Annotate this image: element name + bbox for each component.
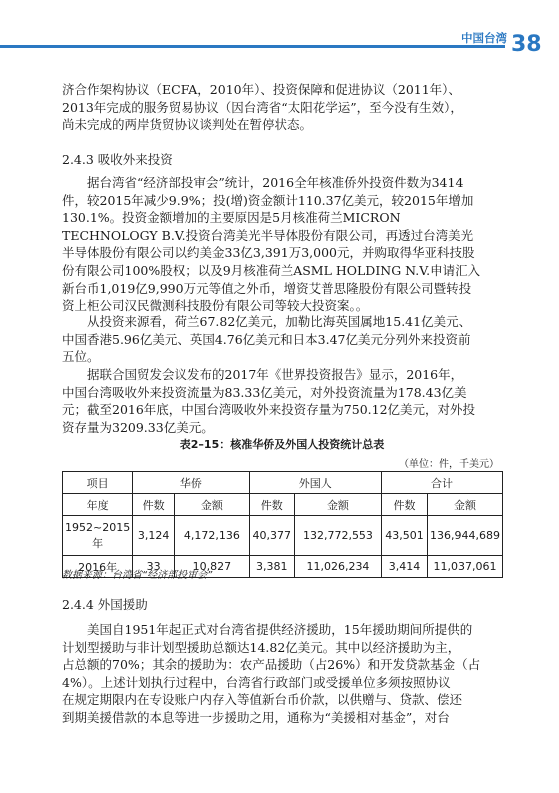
text-line: 份有限公司100%股权；以及9月核准荷兰ASML HOLDING N.V.申请汇入 (62, 262, 481, 278)
investment-paragraph-3 (62, 366, 502, 436)
header-cell: 项目 (63, 472, 133, 494)
header-cell: 金额 (294, 494, 381, 516)
table-cell: 33 (133, 556, 175, 578)
text-line: 美国自1951年起正式对台湾省提供经济援助，15年援助期间所提供的 (87, 622, 473, 637)
table-cell: 3,414 (382, 556, 428, 578)
table-cell: 136,944,689 (427, 516, 502, 556)
text-line: 五位。 (62, 349, 100, 365)
text-line: 资上柜公司汉民微测科技股份有限公司等较大投资案。。 (62, 298, 369, 314)
text-line: 资存量为3209.33亿美元。 (62, 419, 214, 435)
header-cell: 金额 (175, 494, 250, 516)
table-row (63, 516, 503, 556)
table-cell: 11,037,061 (427, 556, 502, 578)
table-cell: 11,026,234 (294, 556, 381, 578)
text-line: 件，较2015年减少9.9%；投(增)资金额计110.37亿美元，较2015年增加 (62, 192, 474, 208)
section-heading-2-4-4: 2.4.4 外国援助 (62, 597, 148, 612)
header-rule (0, 45, 505, 48)
aid-paragraph (62, 621, 502, 727)
table-header-row (63, 472, 503, 494)
text-line: 据联合国贸发会议发布的2017年《世界投资报告》显示，2016年， (87, 367, 464, 382)
table-cell: 3,381 (249, 556, 294, 578)
table-source-note: 数据来源：台湾省“经济部投审会” (62, 570, 213, 581)
text-line: 中国香港5.96亿美元、英国4.76亿美元和日本3.47亿美元分列外来投资前 (62, 331, 471, 347)
header-cell: 合计 (382, 472, 503, 494)
table-unit: （单位：件，千美元） (399, 459, 499, 470)
table-cell: 4,172,136 (175, 516, 250, 556)
table-subheader-row (63, 494, 503, 516)
text-line: 4%）。上述计划执行过程中，台湾省行政部门或受援单位多须按照协议 (62, 674, 451, 690)
text-line: 占总额的70%；其余的援助为：农产品援助（占26%）和开发贷款基金（占 (62, 657, 481, 673)
header-cell: 件数 (382, 494, 428, 516)
text-line: 据台湾省“经济部投审会”统计，2016全年核准侨外投资件数为3414 (87, 175, 464, 190)
header-cell: 件数 (133, 494, 175, 516)
table-cell: 40,377 (249, 516, 294, 556)
text-line: 130.1%。投资金额增加的主要原因是5月核准荷兰MICRON (62, 210, 401, 226)
text-line: 元；截至2016年底，中国台湾吸收外来投资存量为750.12亿美元，对外投 (62, 402, 476, 418)
header-cell: 件数 (249, 494, 294, 516)
page-number: 38 (511, 32, 542, 57)
header-cell: 年度 (63, 494, 133, 516)
table-cell: 43,501 (382, 516, 428, 556)
text-line: 从投资来源看，荷兰67.82亿美元，加勒比海英国属地15.41亿美元、 (87, 314, 472, 329)
text-line: 尚未完成的两岸货贸协议谈判处在暂停状态。 (62, 117, 313, 133)
text-line: 计划型援助与非计划型援助总额达14.82亿美元。其中以经济援助为主， (62, 639, 461, 655)
text-line: 半导体股份有限公司以约美金33亿3,391万3,000元，并购取得华亚科技股 (62, 245, 475, 261)
table-cell: 10,827 (175, 556, 250, 578)
text-line: 中国台湾吸收外来投资流量为83.33亿美元，对外投资流量为178.43亿美 (62, 384, 467, 400)
text-line: 到期美援借款的本息等进一步援助之用，通称为“美援相对基金”，对台 (62, 709, 450, 725)
header-cell: 金额 (427, 494, 502, 516)
table-cell: 132,772,553 (294, 516, 381, 556)
investment-paragraph-1 (62, 174, 502, 315)
text-line: 济合作架构协议（ECFA，2010年）、投资保障和促进协议（2011年）、 (62, 82, 461, 97)
table-cell: 2016年 (63, 556, 133, 578)
text-line: 新台币1,019亿9,990万元等值之外币，增资艾普思隆股份有限公司暨转投 (62, 280, 472, 296)
text-line: TECHNOLOGY B.V.投资台湾美光半导体股份有限公司，再透过台湾美光 (62, 227, 474, 243)
header-cell: 外国人 (249, 472, 381, 494)
table-caption: 表2–15：核准华侨及外国人投资统计总表 (179, 438, 385, 451)
intro-paragraph (62, 81, 502, 134)
table-cell: 1952~2015年 (63, 516, 133, 556)
investment-paragraph-2 (62, 313, 502, 366)
investment-table (62, 471, 503, 578)
section-heading-2-4-3: 2.4.3 吸收外来投资 (62, 152, 173, 167)
text-line: 在规定期限内在专设账户内存入等值新台币价款，以供赠与、贷款、偿还 (62, 692, 463, 708)
text-line: 2013年完成的服务贸易协议（因台湾省“太阳花学运”，至今没有生效）， (62, 99, 463, 115)
table-cell: 3,124 (133, 516, 175, 556)
header-cell: 华侨 (133, 472, 249, 494)
running-header-title: 中国台湾 (461, 31, 507, 45)
